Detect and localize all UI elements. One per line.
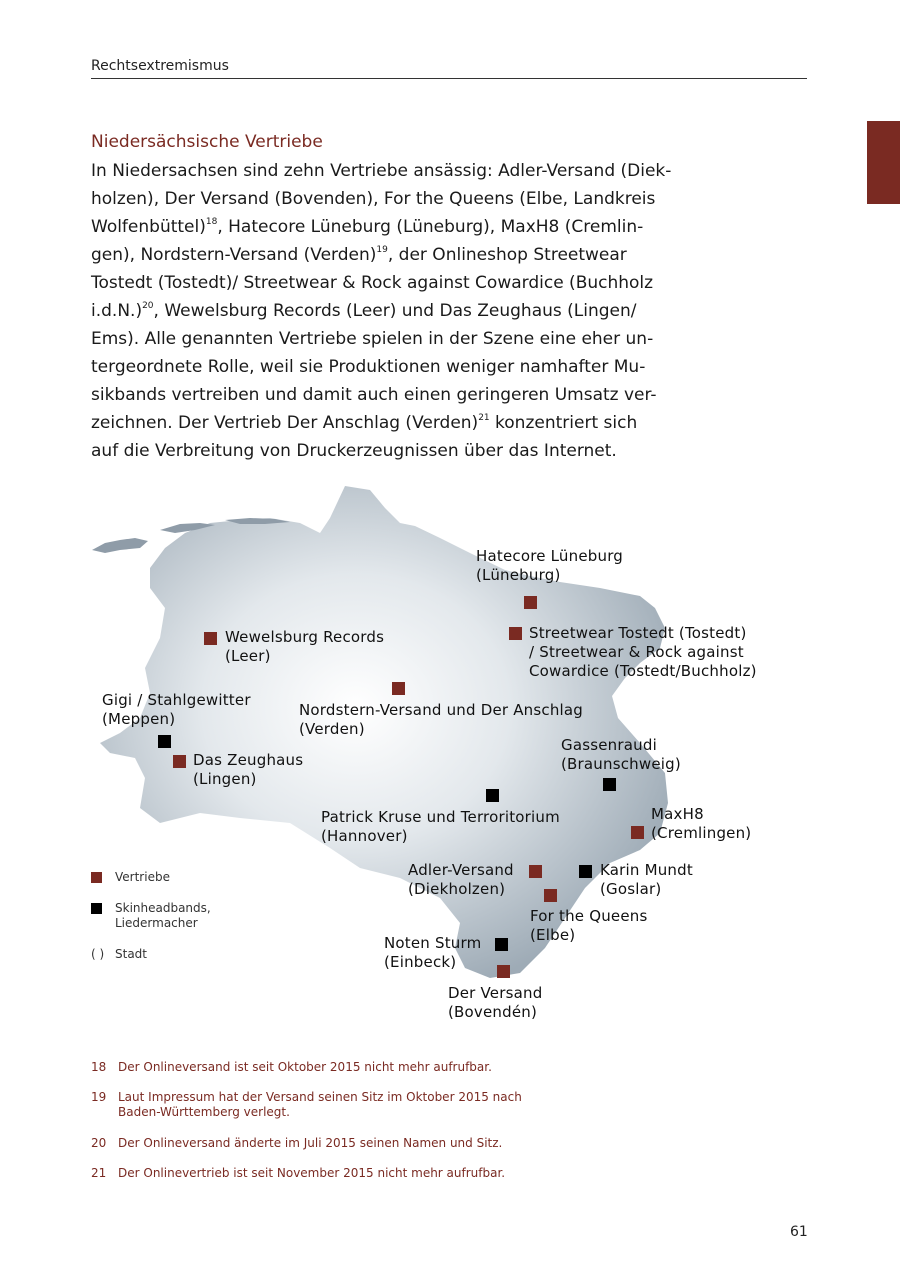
marker-vertrieb (544, 889, 557, 902)
marker-vertrieb (524, 596, 537, 609)
map-label-derversand: Der Versand (Bovendén) (448, 984, 543, 1021)
footnote-ref-20: 20 (142, 301, 154, 312)
page-number: 61 (790, 1224, 808, 1240)
paragraph-line: holzen), Der Versand (Bovenden), For the Queens (Elbe, Landkreis (91, 189, 656, 209)
marker-vertrieb (509, 627, 522, 640)
body-paragraph (91, 157, 672, 465)
legend-swatch-skinheads (91, 903, 102, 914)
paragraph-line: zeichnen. Der Vertrieb Der Anschlag (Verden)$^{21}$ konzentriert sich (91, 413, 638, 433)
running-header: Rechtsextremismus (91, 58, 807, 79)
paragraph-line: In Niedersachsen sind zehn Vertriebe ansässig: Adler-Versand (Diek- (91, 161, 672, 181)
marker-skinhead (495, 938, 508, 951)
map-label-mundt: Karin Mundt (Goslar) (600, 861, 693, 898)
paragraph-line: auf die Verbreitung von Druckerzeugnissen über das Internet. (91, 441, 617, 461)
footnote-ref-19: 19 (376, 245, 388, 256)
paragraph-line: Wolfenbüttel)$^{18}$, Hatecore Lüneburg (Lüneburg), MaxH8 (Cremlin- (91, 217, 644, 237)
paragraph-line: tergeordnete Rolle, weil sie Produktionen weniger namhafter Mu- (91, 357, 646, 377)
paragraph-line: Tostedt (Tostedt)/ Streetwear & Rock against Cowardice (Buchholz (91, 273, 654, 293)
marker-vertrieb (392, 682, 405, 695)
paragraph-line: gen), Nordstern-Versand (Verden)$^{19}$, der Onlineshop Streetwear (91, 245, 627, 265)
footnote-ref-21: 21 (478, 413, 490, 424)
marker-vertrieb (631, 826, 644, 839)
chapter-tab-marker (867, 121, 900, 204)
map-label-nordstern: Nordstern-Versand und Der Anschlag (Verden) (299, 701, 584, 738)
marker-skinhead (158, 735, 171, 748)
marker-vertrieb (497, 965, 510, 978)
section-title: Niedersächsische Vertriebe (91, 132, 323, 152)
map-label-adler: Adler-Versand (Diekholzen) (408, 861, 514, 898)
legend-swatch-vertriebe (91, 872, 102, 883)
footnote-ref-18: 18 (205, 217, 218, 228)
paragraph-line: sikbands vertreiben und damit auch einen geringeren Umsatz ver- (91, 385, 657, 405)
marker-vertrieb (173, 755, 186, 768)
map-label-hatecore: Hatecore Lüneburg (Lüneburg) (476, 547, 624, 584)
map-label-wewelsburg: Wewelsburg Records (Leer) (225, 628, 385, 665)
paragraph-line: Ems). Alle genannten Vertriebe spielen in der Szene eine eher un- (91, 329, 654, 349)
marker-skinhead (486, 789, 499, 802)
map-label-notensturm: Noten Sturm (Einbeck) (384, 934, 482, 971)
map-label-queens: For the Queens (Elbe) (530, 907, 648, 944)
marker-skinhead (579, 865, 592, 878)
map-label-gigi: Gigi / Stahlgewitter (Meppen) (102, 691, 251, 728)
marker-vertrieb (204, 632, 217, 645)
marker-vertrieb (529, 865, 542, 878)
map-label-zeughaus: Das Zeughaus (Lingen) (193, 751, 304, 788)
marker-skinhead (603, 778, 616, 791)
map-label-kruse: Patrick Kruse und Terroritorium (Hannover) (321, 808, 560, 845)
map-label-maxh8: MaxH8 (Cremlingen) (651, 805, 752, 842)
map-label-gassenraudi: Gassenraudi (Braunschweig) (561, 736, 681, 773)
paragraph-line: i.d.N.)$^{20}$, Wewelsburg Records (Leer) und Das Zeughaus (Lingen/ (91, 301, 637, 321)
map-label-streetwear: Streetwear Tostedt (Tostedt) / Streetwear & Rock against Cowardice (Tostedt/Buchholz) (529, 624, 757, 680)
coastal-island (92, 538, 148, 553)
